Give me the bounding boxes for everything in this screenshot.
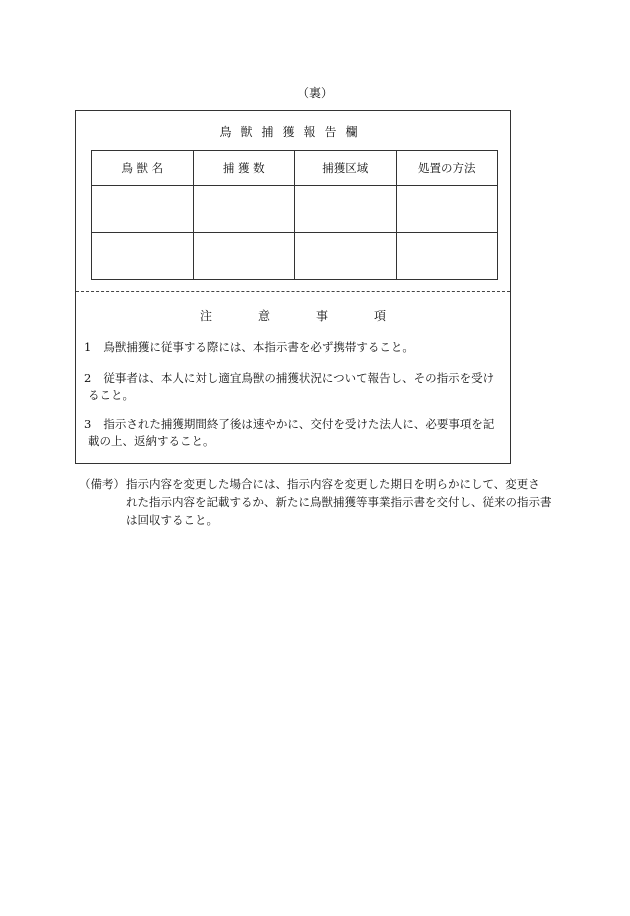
note-text: 鳥獣捕獲に従事する際には、本指示書を必ず携帯すること。 [103, 340, 414, 354]
column-header-area: 捕獲区域 [295, 151, 397, 186]
note-text: 指示された捕獲期間終了後は速やかに、交付を受けた法人に、必要事項を記 [103, 417, 495, 431]
notes-title-char: 事 [316, 309, 329, 323]
note-text-continued: 載の上、返納すること。 [88, 434, 215, 448]
column-header-species: 鳥 獣 名 [92, 151, 194, 186]
report-form-box [75, 110, 511, 464]
notes-title-char: 注 [199, 309, 212, 323]
table-cell [295, 186, 397, 233]
table-row [92, 233, 498, 280]
note-number: 1 [84, 340, 92, 354]
remarks-line: 指示内容を変更した場合には、指示内容を変更した期日を明らかにして、変更さ [126, 477, 540, 491]
side-label: （裏） [296, 86, 333, 100]
table-cell [295, 233, 397, 280]
cut-line [76, 291, 510, 292]
column-header-count: 捕 獲 数 [193, 151, 295, 186]
notes-title [76, 307, 510, 324]
note-item-1 [84, 339, 508, 356]
remarks-label: （備考） [79, 477, 125, 491]
note-item-2 [84, 370, 508, 404]
note-number: 3 [84, 417, 92, 431]
remarks-body [126, 475, 558, 529]
notes-title-char: 意 [257, 309, 270, 323]
table-header-row [92, 151, 498, 186]
report-table [91, 150, 498, 280]
remarks-line: は回収すること。 [126, 513, 218, 527]
table-cell [193, 233, 295, 280]
table-row [92, 186, 498, 233]
note-text-continued: ること。 [88, 388, 134, 402]
remarks-line: れた指示内容を記載するか、新たに鳥獣捕獲等事業指示書を交付し、従来の指示書 [126, 495, 552, 509]
column-header-disposal: 処置の方法 [396, 151, 498, 186]
table-cell [92, 186, 194, 233]
note-text: 従事者は、本人に対し適宜鳥獣の捕獲状況について報告し、その指示を受け [103, 371, 495, 385]
note-number: 2 [84, 371, 92, 385]
notes-title-char: 項 [374, 309, 387, 323]
table-cell [193, 186, 295, 233]
table-cell [396, 233, 498, 280]
table-cell [396, 186, 498, 233]
table-cell [92, 233, 194, 280]
note-item-3 [84, 416, 508, 450]
report-title: 鳥獣捕獲報告欄 [219, 125, 367, 139]
